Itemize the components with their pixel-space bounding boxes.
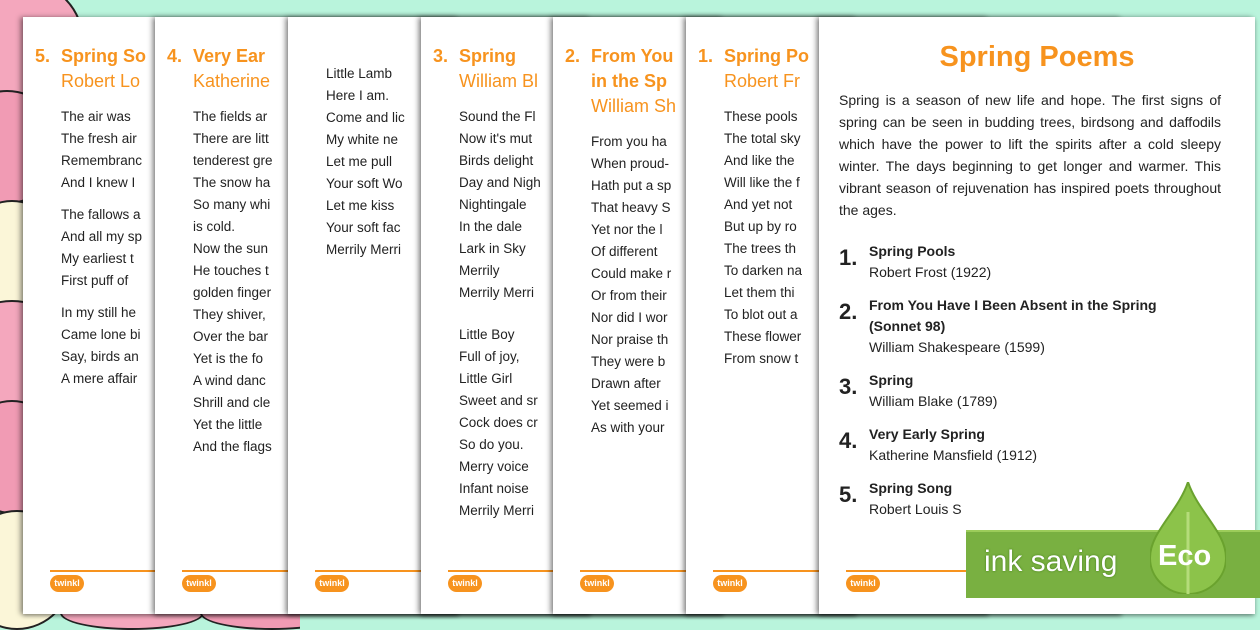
list-item [839,424,1209,466]
item-title: From You Have I Been Absent in the Spring (Sonnet 98) [869,297,1157,334]
poem-number: 4. [167,46,183,66]
poem-line: My white ne [326,132,399,147]
poem-line: Little Lamb [326,66,393,81]
item-title: Very Early Spring [869,426,985,442]
poem-author: William Bl [459,71,538,91]
list-item [839,241,1209,283]
poem-title: From You [591,46,674,66]
poem-line: But up by ro [724,219,797,234]
poem-line: Let me kiss [326,198,395,213]
poem-line: A mere affair [61,371,138,386]
poem-line: The snow ha [193,175,271,190]
stanza-gap [459,314,541,324]
poem-line: is cold. [193,219,236,234]
item-number: 1. [839,245,858,270]
item-author: William Blake (1789) [869,393,998,409]
list-item [839,370,1209,412]
stanza-gap [61,292,142,302]
poem-title: Spring So [61,46,146,66]
poem-line: Yet the little [193,417,263,432]
item-author: Katherine Mansfield (1912) [869,447,1038,463]
poem-line: Now it's mut [459,131,533,146]
poem-line: These flower [724,329,802,344]
poem-line: Cock does cr [459,415,538,430]
poem-line: So do you. [459,437,524,452]
poem-line: Day and Nigh [459,175,541,190]
ink-saving-label: ink saving [984,545,1118,578]
poem-author: Robert Lo [61,71,141,91]
poem-author: William Sh [591,96,677,116]
poem-text [591,131,671,439]
stanza-gap [459,304,541,314]
poem-line: And I knew I [61,175,136,190]
poem-line: Let them thi [724,285,795,300]
poem-text [61,106,142,390]
poem-line: golden finger [193,285,272,300]
poem-line: Full of joy, [459,349,520,364]
poem-line: Nor did I wor [591,310,668,325]
poem-line: Came lone bi [61,327,141,342]
poem-line: And all my sp [61,229,143,244]
list-item [839,295,1209,358]
poem-line: Little Girl [459,371,513,386]
poem-line: The fields ar [193,109,268,124]
poem-line: Here I am. [326,88,390,103]
poem-line: Sound the Fl [459,109,536,124]
poem-header [35,44,146,94]
item-title: Spring Pools [869,243,956,259]
poem-header [433,44,538,94]
poem-line: So many whi [193,197,271,212]
item-author: Robert Frost (1922) [869,264,992,280]
poem-line: The air was [61,109,131,124]
leaf-drop-icon [1150,482,1226,594]
item-title: Spring Song [869,480,953,496]
poem-line: When proud- [591,156,670,171]
twinkl-logo: twinkl [182,575,216,592]
poem-line: From snow t [724,351,799,366]
poem-line: Drawn after [591,376,661,391]
poem-line: Birds delight [459,153,534,168]
poem-line: The fresh air [61,131,137,146]
poem-title: Very Ear [193,46,266,66]
poem-line: Merrily Merri [326,242,401,257]
twinkl-logo: twinkl [315,575,349,592]
poem-number: 3. [433,46,449,66]
poem-line: Merrily Merri [459,503,534,518]
poem-line: tenderest gre [193,153,273,168]
poem-line: Let me pull [326,154,393,169]
poem-line: Merry voice [459,459,529,474]
twinkl-logo: twinkl [713,575,747,592]
poem-author: Katherine [193,71,271,91]
poem-line: They shiver, [193,307,266,322]
poem-text [459,106,541,522]
poem-author: Robert Fr [724,71,801,91]
poem-line: Little Boy [459,327,515,342]
poem-line: The fallows a [61,207,141,222]
intro-paragraph: Spring is a season of new life and hope. The first signs of spring can be seen in budding trees, birdsong and daffodils which have the power to lift the spirits after a cold sleepy winter. The days beginning to get longer and warmer. This vibrant season of rejuvenation has inspired poets throughout the ages. [839,92,1221,218]
poem-line: Of different [591,244,658,259]
poem-line: Hath put a sp [591,178,672,193]
twinkl-logo: twinkl [846,575,880,592]
poem-line: In my still he [61,305,137,320]
item-number: 3. [839,374,858,399]
poem-line: That heavy S [591,200,671,215]
poem-line: Yet seemed i [591,398,669,413]
poem-line: My earliest t [61,251,134,266]
poem-line: The total sky [724,131,801,146]
poem-line: A wind danc [193,373,266,388]
twinkl-logo: twinkl [50,575,84,592]
poem-line: Shrill and cle [193,395,271,410]
poem-number: 1. [698,46,714,66]
poem-line: Nor praise th [591,332,669,347]
item-number: 4. [839,428,858,453]
poem-line: Could make r [591,266,672,281]
poem-title: Spring Po [724,46,809,66]
item-author: William Shakespeare (1599) [869,339,1045,355]
poem-header [167,44,270,94]
poem-line: Remembranc [61,153,143,168]
poem-header [698,44,809,94]
poem-line: Come and lic [326,110,405,125]
poem-line: Infant noise [459,481,529,496]
poem-title: in the Sp [591,71,667,91]
poem-line: These pools [724,109,798,124]
twinkl-logo: twinkl [448,575,482,592]
poem-line: Merrily Merri [459,285,534,300]
poem-line: Say, birds an [61,349,139,364]
item-author: Robert Louis S [869,501,962,517]
poem-line: Yet nor the l [591,222,663,237]
poem-line: First puff of [61,273,129,288]
poem-line: Sweet and sr [459,393,538,408]
poem-line: Merrily [459,263,500,278]
poem-line: In the dale [459,219,523,234]
stanza-gap [61,194,142,204]
poem-number: 2. [565,46,581,66]
poem-number: 5. [35,46,51,66]
poem-line: To darken na [724,263,803,278]
poem-text [326,63,405,261]
poem-line: Now the sun [193,241,269,256]
poem-line: He touches t [193,263,269,278]
poem-line: There are litt [193,131,269,146]
poem-line: Your soft fac [326,220,401,235]
eco-label: Eco [1158,540,1212,572]
item-number: 5. [839,482,858,507]
poem-line: And yet not [724,197,793,212]
poem-line: And the flags [193,439,272,454]
poem-text [724,106,802,370]
poem-line: Lark in Sky [459,241,526,256]
item-title: Spring [869,372,914,388]
poem-title: Spring [459,46,516,66]
poem-line: To blot out a [724,307,798,322]
poem-line: The trees th [724,241,797,256]
poem-line: From you ha [591,134,667,149]
poem-line: Over the bar [193,329,269,344]
page-title: Spring Poems [939,41,1135,73]
poem-line: Will like the f [724,175,800,190]
poem-text [193,106,273,458]
poem-header [565,44,676,119]
item-number: 2. [839,299,858,324]
poem-line: Or from their [591,288,667,303]
poem-line: They were b [591,354,666,369]
poem-line: Nightingale [459,197,527,212]
poem-line: And like the [724,153,795,168]
poem-line: Yet is the fo [193,351,264,366]
poem-line: As with your [591,420,665,435]
twinkl-logo: twinkl [580,575,614,592]
poem-line: Your soft Wo [326,176,403,191]
